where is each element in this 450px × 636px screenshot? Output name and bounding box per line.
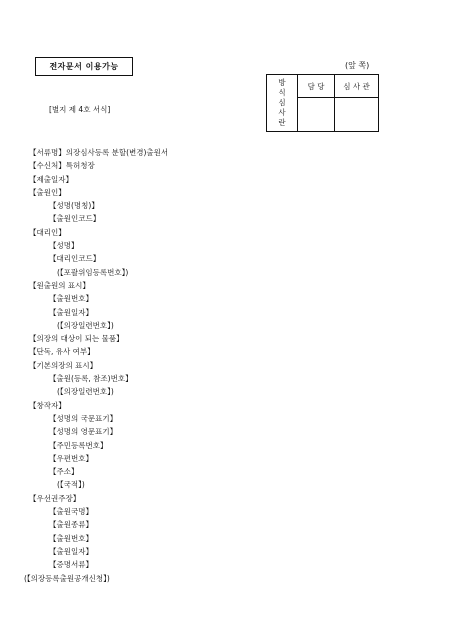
review-box bbox=[266, 74, 379, 132]
field-item: 【기본의장의 표시】 bbox=[29, 360, 98, 370]
field-item: 【주민등록번호】 bbox=[49, 440, 108, 450]
field-item: 【서류명】의장심사등록 분할(변경)출원서 bbox=[29, 148, 169, 157]
examiner-sign-cell bbox=[335, 98, 379, 132]
examiner-header: 심 사 관 bbox=[335, 75, 379, 98]
field-item: 【제출일자】 bbox=[29, 174, 73, 184]
field-item: 【출원종류】 bbox=[49, 520, 93, 530]
field-item: 【증명서류】 bbox=[49, 560, 93, 570]
field-item: (【의장등록출원공개신청】) bbox=[24, 573, 110, 583]
form-number: [별지 제 4호 서식] bbox=[49, 105, 111, 114]
field-item: 【출원인】 bbox=[29, 187, 66, 197]
field-item: 【창작자】 bbox=[29, 400, 66, 410]
front-page-label: (앞 쪽) bbox=[345, 61, 370, 70]
field-item: 【주소】 bbox=[49, 467, 79, 477]
field-item: 【수신처】특허청장 bbox=[29, 161, 95, 171]
field-item: (【의장일련번호】) bbox=[57, 387, 114, 397]
field-item: 【우선권주장】 bbox=[29, 493, 81, 503]
field-item: 【출원일자】 bbox=[49, 307, 93, 317]
field-item: 【대리인】 bbox=[29, 227, 66, 237]
field-item: 【단독, 유사 여부】 bbox=[29, 347, 95, 357]
method-review-label: 방 식 심 사 란 bbox=[267, 75, 298, 132]
field-item: 【우편번호】 bbox=[49, 453, 93, 463]
field-item: 【성명(명칭)】 bbox=[49, 201, 99, 211]
field-item: 【출원국명】 bbox=[49, 507, 93, 517]
field-item: 【출원(등록, 참조)번호】 bbox=[49, 374, 133, 384]
field-item: (【포괄위임등록번호】) bbox=[57, 267, 129, 277]
field-item: (【의장일련번호】) bbox=[57, 320, 114, 330]
field-item: 【성명의 영문표기】 bbox=[49, 427, 118, 437]
field-item: 【성명의 국문표기】 bbox=[49, 413, 118, 423]
field-item: 【의장의 대상이 되는 물품】 bbox=[29, 334, 124, 344]
field-list bbox=[24, 146, 169, 585]
officer-sign-cell bbox=[298, 98, 335, 132]
field-item: 【대리인코드】 bbox=[49, 254, 101, 264]
field-item: 【출원일자】 bbox=[49, 546, 93, 556]
field-item: 【출원번호】 bbox=[49, 294, 93, 304]
electronic-doc-badge: 전자문서 이용가능 bbox=[35, 57, 133, 76]
field-item: 【출원번호】 bbox=[49, 533, 93, 543]
field-item: 【출원인코드】 bbox=[49, 214, 101, 224]
officer-header: 담 당 bbox=[298, 75, 335, 98]
field-item: 【성명】 bbox=[49, 241, 79, 251]
field-item: 【원출원의 표시】 bbox=[29, 280, 90, 290]
field-item: (【국적】) bbox=[57, 480, 85, 490]
